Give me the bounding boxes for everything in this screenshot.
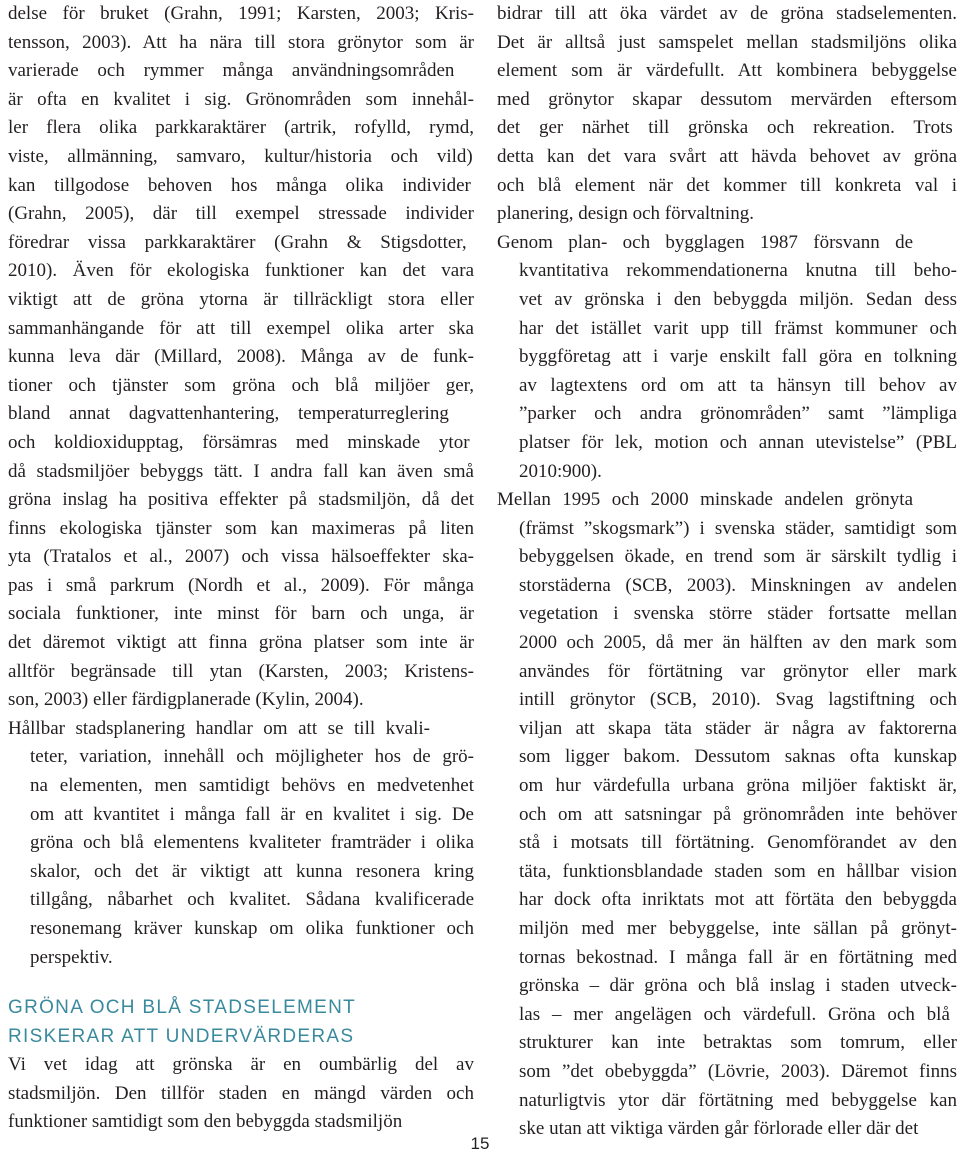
text-line: och koldioxidupptag, försämras med minskade ytor [8,431,470,453]
text-line: har det istället varit upp till främst kommuner och [519,317,957,339]
text-line: platser för lek, motion och annan utevistelse” (PBL [519,431,957,453]
text-line: kunna leva där (Millard, 2008). Många av de funk- [8,346,474,368]
text-line: om att kvantitet i många fall är en kvalitet i sig. De [30,803,474,825]
text-line: det däremot viktigt att finna gröna platser som inte är [8,632,474,654]
text-line: Mellan 1995 och 2000 minskade andelen grönyta [497,489,913,511]
text-line: finns ekologiska tjänster som kan maximeras på liten [8,517,474,539]
left-paragraph-1 [8,0,474,715]
text-line: ”parker och andra grönområden” samt ”lämpliga [519,403,957,425]
text-line: alltför begränsade till ytan (Karsten, 2003; Kristens- [8,660,474,682]
text-line: vegetation i svenska större städer fortsatte mellan [519,603,957,625]
left-paragraph-2 [8,715,474,972]
text-line: som ”det obebyggda” (Lövrie, 2003). Däremot finns [519,1060,957,1082]
text-line: intill grönytor (SCB, 2010). Svag lagstiftning och [519,689,957,711]
text-line: naturligtvis ytor där förtätning med bebyggelse kan [519,1089,957,1111]
text-line: son, 2003) eller färdigplanerade (Kylin, 2004). [8,689,364,711]
text-line: las – mer angelägen och värdefull. Gröna och blå [519,1003,950,1025]
text-line: om hur värdefulla urbana gröna miljöer faktiskt är, [519,775,957,797]
text-line: då stadsmiljöer bebyggs tätt. I andra fall kan även små [8,460,474,482]
text-line: skalor, och det är viktigt att kunna resonera kring [30,860,474,882]
text-line: användes för förtätning var grönytor eller mark [519,660,957,682]
text-line: bidrar till att öka värdet av de gröna stadselementen. [497,3,957,24]
text-line: ske utan att viktiga värden går förlorade eller där det [519,1118,919,1140]
text-line: täta, funktionsblandade staden som en hållbar vision [519,860,957,882]
text-line: perspektiv. [30,946,113,968]
text-line: vet av grönska i den bebyggda miljön. Sedan dess [519,288,957,310]
text-line: gröna och blå elementens kvaliteter framträder i olika [30,832,474,854]
text-line: tillgång, nåbarhet och kvalitet. Sådana kvalificerade [30,889,474,911]
right-paragraph-2 [497,229,957,486]
section-heading [8,994,474,1051]
text-line: 2010). Även för ekologiska funktioner kan det vara [8,260,474,282]
text-line: det ger närhet till grönska och rekreation. Trots [497,117,953,139]
text-line: na elementen, men samtidigt behövs en medvetenhet [30,775,474,797]
text-line: med grönytor skapar dessutom mervärden eftersom [497,88,957,110]
text-line: kvantitativa rekommendationerna knutna till beho- [519,260,957,282]
text-line: delse för bruket (Grahn, 1991; Karsten, 2003; Kris- [8,3,474,24]
text-line: element som är värdefullt. Att kombinera bebyggelse [497,60,957,82]
text-line: planering, design och förvaltning. [497,203,754,225]
text-line: (främst ”skogsmark”) i svenska städer, samtidigt som [519,517,957,539]
left-column [8,0,474,1137]
text-line: varierade och rymmer många användningsområden [8,60,455,82]
right-column [497,0,957,1144]
text-line: ler flera olika parkkaraktärer (artrik, rofylld, rymd, [8,117,474,139]
text-line: yta (Tratalos et al., 2007) och vissa hälsoeffekter ska- [8,546,474,568]
text-line: stadsmiljön. Den tillför staden en mängd värden och [8,1082,474,1104]
text-line: pas i små parkrum (Nordh et al., 2009). För många [8,574,474,596]
text-line: strukturer kan inte betraktas som tomrum, eller [519,1032,957,1054]
text-line: och om att satsningar på grönområden inte behöver [519,803,957,825]
section-heading-line-2: RISKERAR ATT UNDERVÄRDERAS [8,1025,355,1047]
text-line: (Grahn, 2005), där till exempel stressade individer [8,203,474,225]
text-line: tioner och tjänster som gröna och blå miljöer ger, [8,374,474,396]
text-line: viljan att skapa täta städer är några av faktorerna [519,717,957,739]
text-line: är ofta en kvalitet i sig. Grönområden som innehål- [8,88,474,110]
text-line: tensson, 2003). Att ha nära till stora grönytor som är [8,31,474,53]
text-line: tornas bekostnad. I många fall är en förtätning med [519,946,957,968]
text-line: viste, allmänning, samvaro, kultur/historia och vild) [8,145,473,167]
text-line: Genom plan- och bygglagen 1987 försvann de [497,231,913,253]
text-line: kan tillgodose behoven hos många olika individer [8,174,471,196]
text-line: Det är alltså just samspelet mellan stadsmiljöns olika [497,31,957,53]
text-line: bebyggelsen ökade, en trend som är särskilt tydlig i [519,546,957,568]
text-line: storstäderna (SCB, 2003). Minskningen av andelen [519,574,957,596]
section-heading-line-1: GRÖNA OCH BLÅ STADSELEMENT [8,997,357,1019]
section-spacer [8,972,474,994]
text-line: gröna inslag ha positiva effekter på stadsmiljön, då det [8,489,474,511]
text-line: bland annat dagvattenhantering, temperaturreglering [8,403,449,425]
left-paragraph-3 [8,1051,474,1137]
text-line: har dock ofta inriktats mot att förtäta den bebyggda [519,889,957,911]
text-line: och blå element när det kommer till konkreta val i [497,174,957,196]
text-line: 2000 och 2005, då mer än hälften av den mark som [519,632,957,654]
text-line: 2010:900). [519,460,602,482]
text-line: som ligger bakom. Dessutom saknas ofta kunskap [519,746,957,768]
text-line: miljön med mer bebyggelse, inte sällan på grönyt- [519,918,957,939]
text-line: sammanhängande för att till exempel olika arter ska [8,317,474,339]
text-line: grönska – där gröna och blå inslag i staden utveck- [519,975,957,997]
text-line: funktioner samtidigt som den bebyggda stadsmiljön [8,1111,403,1133]
text-line: teter, variation, innehåll och möjligheter hos de grö- [30,746,474,768]
page-number: 15 [470,1134,490,1153]
text-line: viktigt att de gröna ytorna är tillräckligt stora eller [8,288,474,310]
right-paragraph-1 [497,0,957,229]
text-line: Hållbar stadsplanering handlar om att se till kvali- [8,717,430,739]
text-line: föredrar vissa parkkaraktärer (Grahn & Stigsdotter, [8,231,467,253]
text-line: Vi vet idag att grönska är en oumbärlig del av [8,1054,474,1076]
text-line: resonemang kräver kunskap om olika funktioner och [30,918,474,939]
text-line: av lagtextens ord om att ta hänsyn till behov av [519,374,957,396]
text-line: byggföretag att i varje enskilt fall göra en tolkning [519,346,957,368]
text-line: detta kan det vara svårt att hävda behovet av gröna [497,145,957,167]
right-paragraph-3 [497,486,957,1144]
text-line: sociala funktioner, inte minst för barn och unga, är [8,603,474,625]
text-line: stå i motsats till förtätning. Genomförandet av den [519,832,957,854]
